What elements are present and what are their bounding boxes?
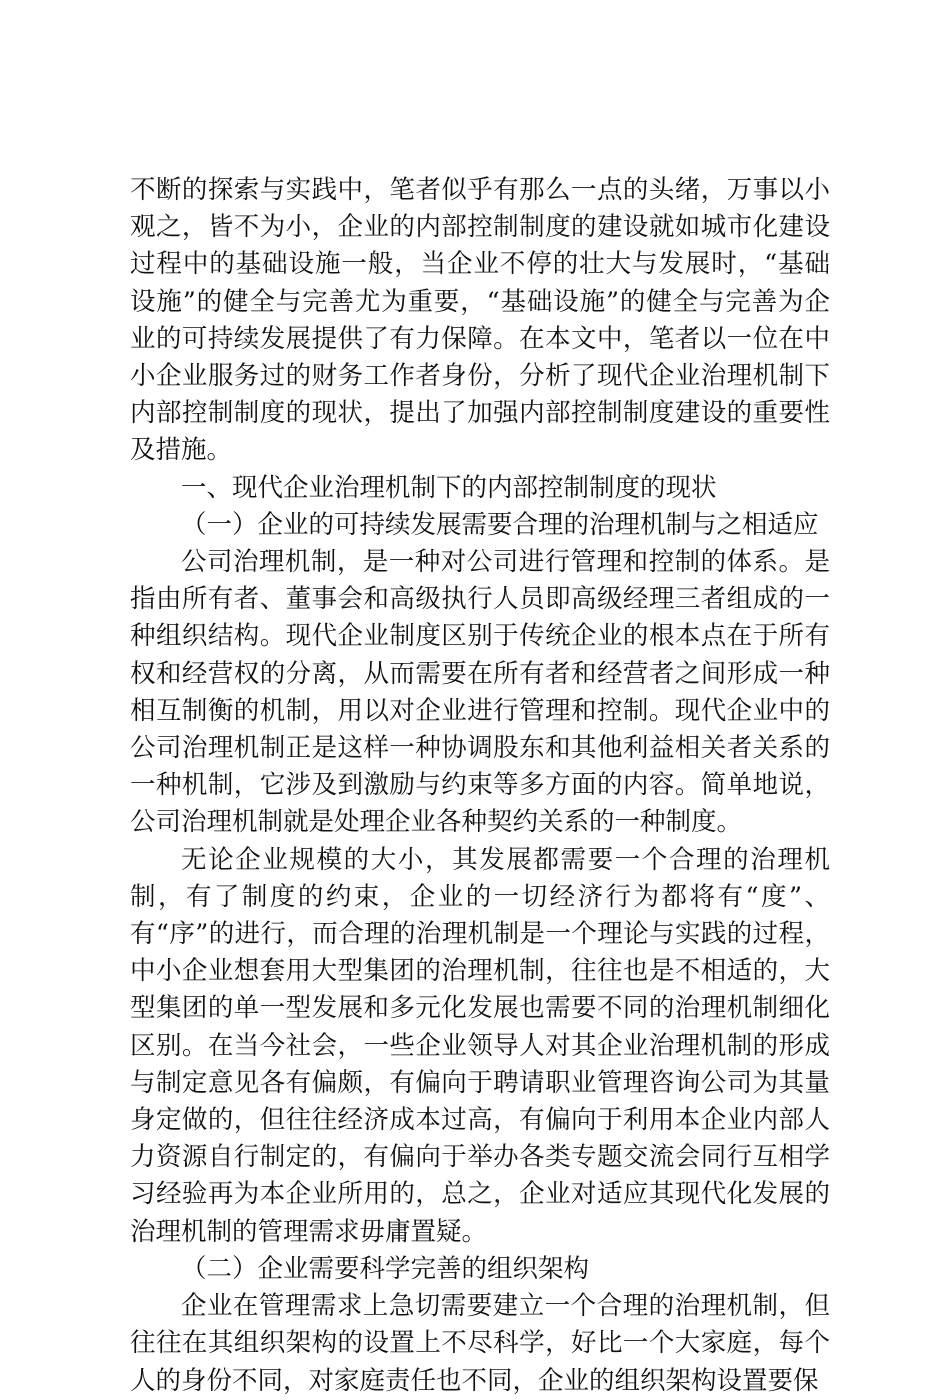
section-heading-1: 一、现代企业治理机制下的内部控制制度的现状 (181, 472, 717, 503)
subsection-heading-1: （一）企业的可持续发展需要合理的治理机制与之相适应 (181, 509, 819, 540)
body-paragraph: 公司治理机制，是一种对公司进行管理和控制的体系。是指由所有者、董事会和高级执行人员即高级经理三者组成的一种组织结构。现代企业制度区别于传统企业的根本点在于所有权和经营权的分离，从而需要在所有者和经营者之间形成一种相互制衡的机制，用以对企业进行管理和控制。现代企业中的公司治理机制正是这样一种协调股东和其他利益相关者关系的一种机制，它涉及到激励与约束等多方面的内容。简单地说，公司治理机制就是处理企业各种契约关系的一种制度。 (130, 547, 830, 838)
document-body (130, 172, 830, 1400)
intro-paragraph: 不断的探索与实践中，笔者似乎有那么一点的头绪，万事以小观之，皆不为小，企业的内部控制制度的建设就如城市化建设过程中的基础设施一般，当企业不停的壮大与发展时，“基础设施”的健全与完善尤为重要，“基础设施”的健全与完善为企业的可持续发展提供了有力保障。在本文中，笔者以一位在中小企业服务过的财务工作者身份，分析了现代企业治理机制下内部控制制度的现状，提出了加强内部控制制度建设的重要性及措施。 (130, 175, 830, 466)
body-paragraph: 无论企业规模的大小，其发展都需要一个合理的治理机制，有了制度的约束，企业的一切经济行为都将有“度”、有“序”的进行，而合理的治理机制是一个理论与实践的过程，中小企业想套用大型集团的治理机制，往往也是不相适的，大型集团的单一型发展和多元化发展也需要不同的治理机制细化区别。在当今社会，一些企业领导人对其企业治理机制的形成与制定意见各有偏颇，有偏向于聘请职业管理咨询公司为其量身定做的，但往往经济成本过高，有偏向于利用本企业内部人力资源自行制定的，有偏向于举办各类专题交流会同行互相学习经验再为本企业所用的，总之，企业对适应其现代化发展的治理机制的管理需求毋庸置疑。 (130, 844, 830, 1247)
body-paragraph: 企业在管理需求上急切需要建立一个合理的治理机制，但往往在其组织架构的设置上不尽科学，好比一个大家庭，每个人的身份不同，对家庭责任也不同，企业的组织架构设置要保 (130, 1291, 830, 1396)
subsection-heading-2: （二）企业需要科学完善的组织架构 (181, 1253, 590, 1284)
